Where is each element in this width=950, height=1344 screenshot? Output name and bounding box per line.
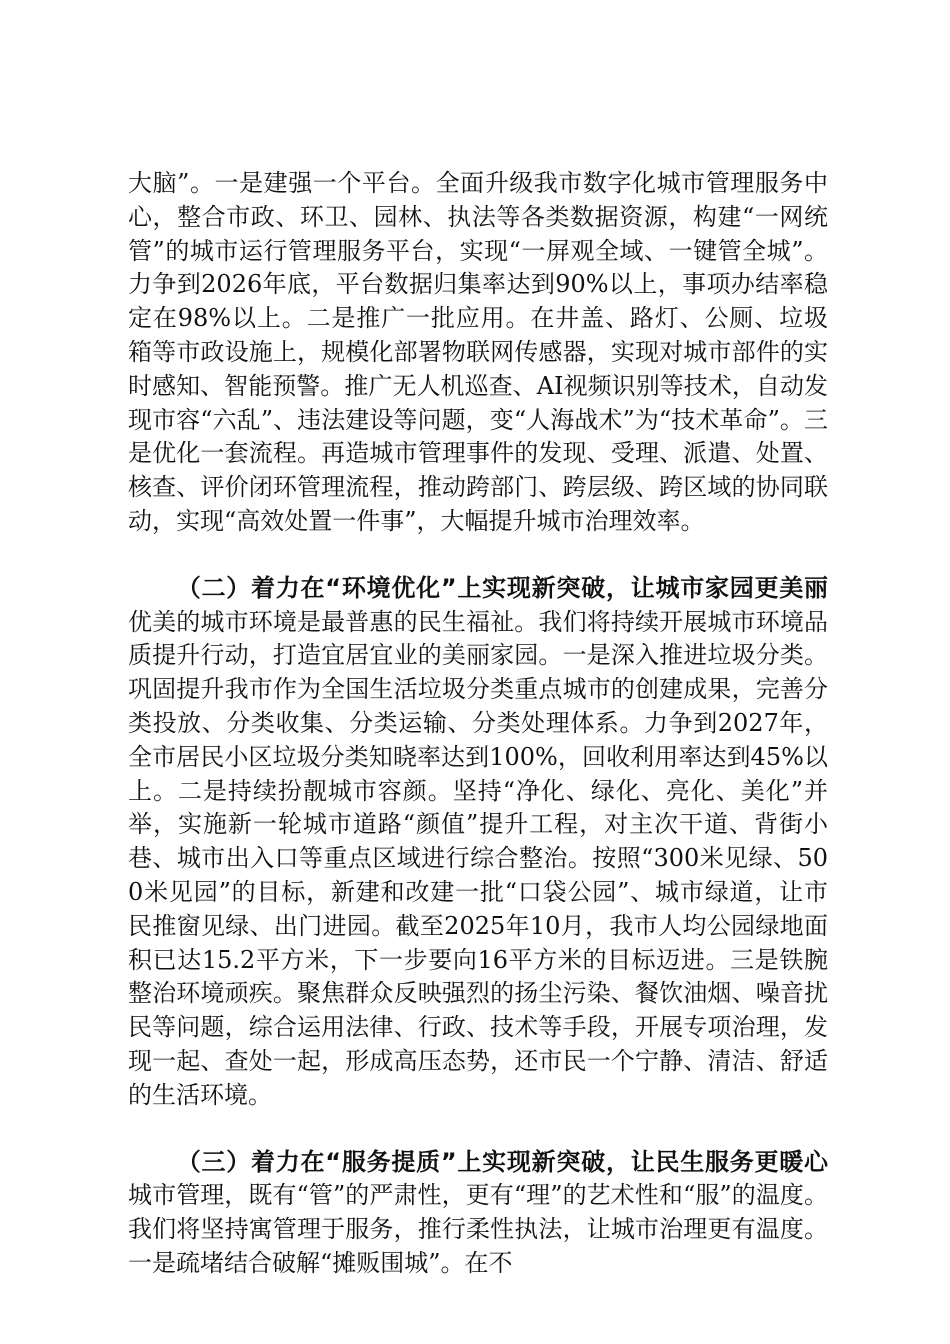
section-2-heading: （二）着力在“环境优化”上实现新突破，让城市家园更美丽 xyxy=(176,573,828,602)
paragraph-gap xyxy=(128,539,828,572)
section-3-paragraph xyxy=(128,1146,828,1281)
document-body xyxy=(128,167,828,1281)
section-2-body: 优美的城市环境是最普惠的民生福祉。我们将持续开展城市环境品质提升行动，打造宜居宜业的美丽家园。一是深入推进垃圾分类。巩固提升我市作为全国生活垃圾分类重点城市的创建成果，完善分类投放、分类收集、分类运输、分类处理体系。力争到2027年，全市居民小区垃圾分类知晓率达到100%，回收利用率达到45%以上。二是持续扮靓城市容颜。坚持“净化、绿化、亮化、美化”并举，实施新一轮城市道路“颜值”提升工程，对主次干道、背街小巷、城市出入口等重点区域进行综合整治。按照“300米见绿、500米见园”的目标，新建和改建一批“口袋公园”、城市绿道，让市民推窗见绿、出门进园。截至2025年10月，我市人均公园绿地面积已达15.2平方米，下一步要向16平方米的目标迈进。三是铁腕整治环境顽疾。聚焦群众反映强烈的扬尘污染、餐饮油烟、噪音扰民等问题，综合运用法律、行政、技术等手段，开展专项治理，发现一起、查处一起，形成高压态势，还市民一个宁静、清洁、舒适的生活环境。 xyxy=(128,607,828,1109)
section-3-body: 城市管理，既有“管”的严肃性，更有“理”的艺术性和“服”的温度。我们将坚持寓管理于服务，推行柔性执法，让城市治理更有温度。一是疏堵结合破解“摊贩围城”。在不 xyxy=(128,1181,828,1277)
paragraph-gap xyxy=(128,1113,828,1146)
section-3-heading: （三）着力在“服务提质”上实现新突破，让民生服务更暖心 xyxy=(176,1147,828,1176)
paragraph-1 xyxy=(128,167,828,539)
paragraph-1-text: 大脑”。一是建强一个平台。全面升级我市数字化城市管理服务中心，整合市政、环卫、园林、执法等各类数据资源，构建“一网统管”的城市运行管理服务平台，实现“一屏观全域、一键管全城”。力争到2026年底，平台数据归集率达到90%以上，事项办结率稳定在98%以上。二是推广一批应用。在井盖、路灯、公厕、垃圾箱等市政设施上，规模化部署物联网传感器，实现对城市部件的实时感知、智能预警。推广无人机巡查、AI视频识别等技术，自动发现市容“六乱”、违法建设等问题，变“人海战术”为“技术革命”。三是优化一套流程。再造城市管理事件的发现、受理、派遣、处置、核查、评价闭环管理流程，推动跨部门、跨层级、跨区域的协同联动，实现“高效处置一件事”，大幅提升城市治理效率。 xyxy=(128,169,828,535)
section-2-paragraph xyxy=(128,572,828,1113)
